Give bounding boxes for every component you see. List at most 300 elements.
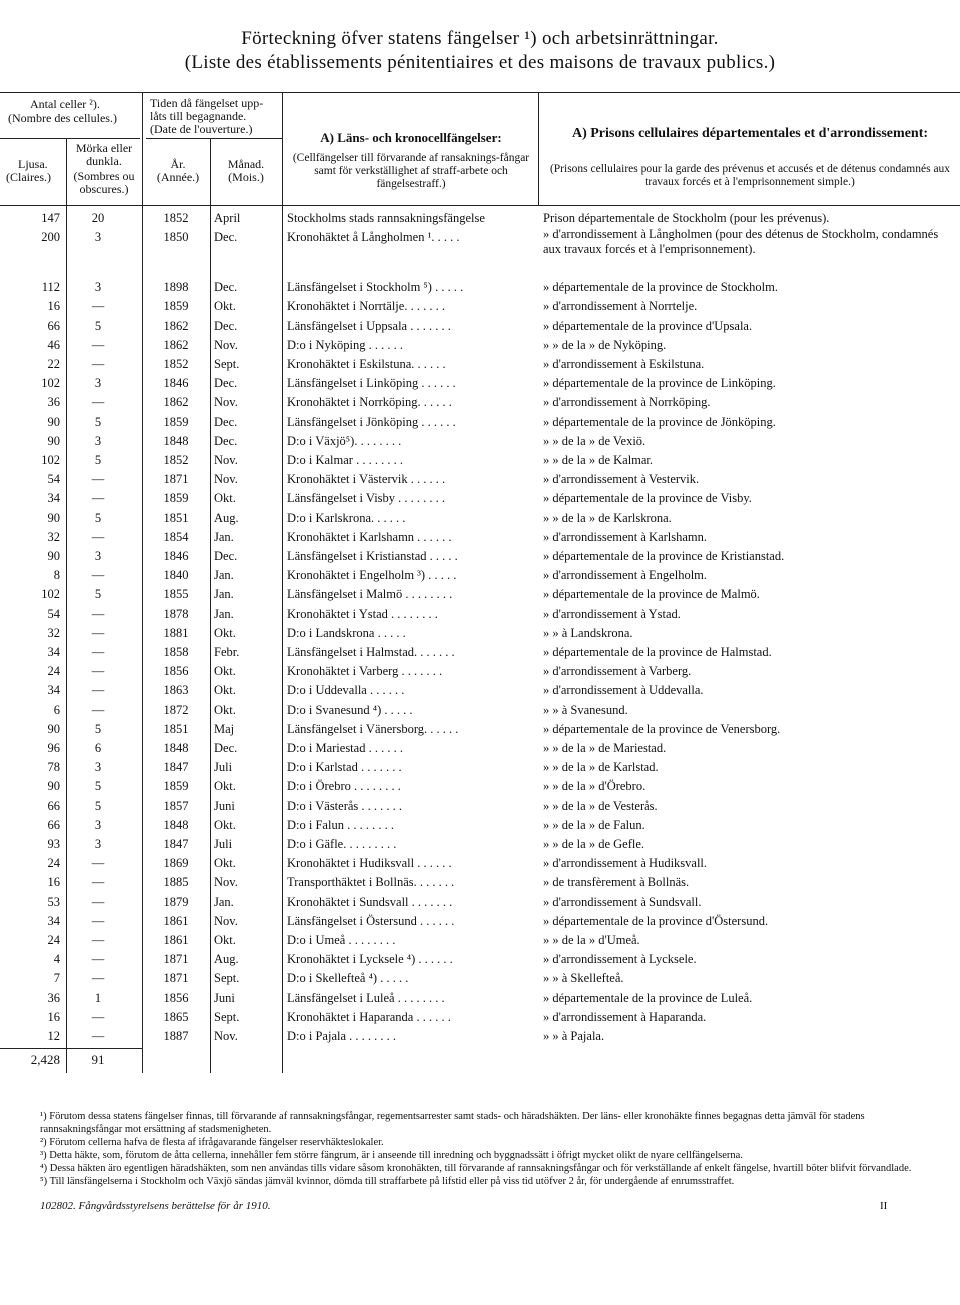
cell-ljusa: 34 xyxy=(47,683,60,698)
cell-french-name: » » de la » de Karlskrona. xyxy=(543,510,672,525)
cell-french-name: » d'arrondissement à Långholmen (pour des détenus de Stockholm, condamnés aux travaux forcés et à l'emprisonnement). xyxy=(543,227,939,257)
cell-french-name: » départementale de la province de Malmö. xyxy=(543,587,760,602)
cell-morka: 3 xyxy=(94,230,102,245)
header-ljusa-fr: (Claires.) xyxy=(6,170,51,184)
cell-morka: — xyxy=(91,664,105,679)
table-row xyxy=(0,488,960,508)
cell-french-name: » » de la » d'Örebro. xyxy=(543,779,646,794)
table-row xyxy=(0,815,960,835)
cell-ljusa: 34 xyxy=(47,913,60,928)
cell-morka: 3 xyxy=(94,549,102,563)
cell-month: Juli xyxy=(214,760,233,775)
cell-month: Dec. xyxy=(214,376,238,391)
table-row xyxy=(0,680,960,700)
cell-swedish-name: Kronohäktet i Haparanda . . . . . . xyxy=(287,1009,451,1024)
table-row xyxy=(0,853,960,873)
footer-citation: 102802. Fångvårdsstyrelsens berättelse för år 1910. xyxy=(40,1200,271,1212)
cell-year: 1846 xyxy=(163,549,189,563)
cell-morka: — xyxy=(91,568,105,583)
table-row xyxy=(0,604,960,624)
title-line-2: (Liste des établissements pénitentiaires et des maisons de travaux publics.) xyxy=(184,52,776,73)
cell-swedish-name: D:o i Kalmar . . . . . . . . xyxy=(287,453,403,467)
header-morka: Mörka eller dunkla. xyxy=(75,141,133,168)
cell-morka: — xyxy=(91,894,105,909)
cell-ljusa: 16 xyxy=(47,299,60,314)
header-antal: Antal celler ²). xyxy=(30,97,100,111)
table-row xyxy=(0,892,960,912)
cell-ljusa: 102 xyxy=(41,587,60,602)
cell-french-name: » » de la » de Nyköping. xyxy=(543,337,667,352)
cell-year: 1869 xyxy=(163,856,189,871)
table-row xyxy=(0,450,960,470)
table-row xyxy=(0,988,960,1008)
header-french-section: A) Prisons cellulaires départementales et d'arrondissement: xyxy=(571,126,929,141)
cell-morka: 1 xyxy=(94,990,102,1005)
cell-swedish-name: D:o i Nyköping . . . . . . xyxy=(287,337,403,352)
cell-swedish-name: Kronohäktet i Ystad . . . . . . . . xyxy=(287,606,438,621)
cell-ljusa: 90 xyxy=(47,549,60,563)
cell-ljusa: 7 xyxy=(53,971,60,986)
table-row xyxy=(0,738,960,758)
cell-month: Maj xyxy=(214,721,235,736)
cell-morka: — xyxy=(91,606,105,621)
cell-swedish-name: Länsfängelset i Vänersborg. . . . . . xyxy=(287,721,459,736)
cell-year: 1898 xyxy=(163,280,189,295)
cell-year: 1861 xyxy=(163,913,189,928)
cell-swedish-name: Kronohäktet i Norrköping. . . . . . xyxy=(287,395,452,410)
cell-month: Jan. xyxy=(214,587,234,602)
cell-year: 1859 xyxy=(163,491,189,506)
header-manad-fr: (Mois.) xyxy=(228,170,264,184)
cell-month: Dec. xyxy=(214,549,238,563)
cell-ljusa: 46 xyxy=(47,337,60,352)
cell-morka: 5 xyxy=(94,414,102,429)
cell-month: Juni xyxy=(214,990,235,1005)
cell-french-name: » d'arrondissement à Haparanda. xyxy=(543,1009,707,1024)
cell-swedish-name: Länsfängelset i Luleå . . . . . . . . xyxy=(287,990,445,1005)
cell-year: 1852 xyxy=(163,453,189,467)
footnote: ⁴) Dessa häkten äro egentligen häradshäkten, som nen användas tills vidare såsom kronohäkten, till förvarande af rannsakningsfångar och för verkställande af enkelt fängelse, hvartill böter blifvit förvandlade. xyxy=(40,1163,912,1174)
header-tiden-2: låts till begagnande. xyxy=(150,109,247,123)
table-row xyxy=(0,208,960,228)
cell-ljusa: 36 xyxy=(47,395,60,410)
cell-month: Okt. xyxy=(214,856,236,871)
cell-month: April xyxy=(214,211,241,225)
cell-french-name: Prison départementale de Stockholm (pour les prévenus). xyxy=(543,211,830,225)
table-row xyxy=(0,277,960,297)
cell-ljusa: 66 xyxy=(47,318,60,333)
cell-swedish-name: D:o i Mariestad . . . . . . xyxy=(287,741,403,755)
cell-french-name: » » de la » d'Umeå. xyxy=(543,933,640,947)
footnote: ¹) Förutom dessa statens fängelser finnas, till förvarande af rannsakningsfångar, regementsarrester samt stads- och häradshäkten. Der läns- eller kronohäkte finnes begagnas detta jämväl för stadens rannsakningsfångar mot ersättning af stadsmenigheten. xyxy=(40,1111,865,1135)
cell-swedish-name: Länsfängelset i Kristianstad . . . . . xyxy=(287,549,458,563)
cell-morka: 3 xyxy=(94,837,102,851)
table-row xyxy=(0,872,960,892)
cell-french-name: » d'arrondissement à Lycksele. xyxy=(543,952,697,967)
cell-month: Okt. xyxy=(214,817,236,832)
cell-month: Nov. xyxy=(214,453,238,467)
cell-morka: 5 xyxy=(94,721,102,736)
table-row xyxy=(0,565,960,585)
cell-morka: — xyxy=(91,357,105,371)
cell-morka: — xyxy=(91,875,105,890)
cell-ljusa: 24 xyxy=(47,856,60,871)
cell-ljusa: 16 xyxy=(47,875,60,890)
cell-year: 1856 xyxy=(163,990,189,1005)
cell-month: Dec. xyxy=(214,414,238,429)
cell-ljusa: 200 xyxy=(41,230,60,245)
cell-french-name: » » de la » de Vexiö. xyxy=(543,433,646,448)
header-swedish-sub: (Cellfängelser till förvarande af ransaknings-fångar samt för verkställighet af straff-arbete och fängelsestraff.) xyxy=(292,152,530,190)
table-row xyxy=(0,642,960,662)
cell-swedish-name: D:o i Falun . . . . . . . . xyxy=(287,817,394,832)
cell-year: 1878 xyxy=(163,606,189,621)
cell-month: Nov. xyxy=(214,913,238,928)
cell-month: Jan. xyxy=(214,606,234,621)
cell-morka: — xyxy=(91,1029,105,1043)
table-row xyxy=(0,546,960,566)
cell-ljusa: 96 xyxy=(47,741,60,755)
cell-ljusa: 147 xyxy=(41,211,60,225)
cell-french-name: » » de la » de Kalmar. xyxy=(543,453,654,467)
cell-french-name: » d'arrondissement à Vestervik. xyxy=(543,472,700,487)
cell-year: 1871 xyxy=(163,472,189,487)
cell-morka: 3 xyxy=(94,433,102,448)
cell-morka: — xyxy=(91,856,105,871)
table-row xyxy=(0,392,960,412)
cell-morka: — xyxy=(91,625,105,640)
header-morka-fr: (Sombres ou obscures.) xyxy=(73,169,135,196)
cell-french-name: » d'arrondissement à Eskilstuna. xyxy=(543,357,705,371)
cell-year: 1857 xyxy=(163,798,189,813)
cell-month: Okt. xyxy=(214,683,236,698)
cell-morka: 5 xyxy=(94,779,102,794)
cell-ljusa: 32 xyxy=(47,625,60,640)
cell-month: Okt. xyxy=(214,664,236,679)
cell-morka: — xyxy=(91,472,105,487)
cell-french-name: » d'arrondissement à Hudiksvall. xyxy=(543,856,708,871)
total-ljusa: 2,428 xyxy=(30,1052,60,1067)
cell-ljusa: 102 xyxy=(41,453,60,467)
cell-swedish-name: D:o i Pajala . . . . . . . . xyxy=(287,1029,397,1043)
cell-ljusa: 90 xyxy=(47,433,60,448)
cell-ljusa: 66 xyxy=(47,817,60,832)
cell-swedish-name: Länsfängelset i Östersund . . . . . . xyxy=(287,913,455,928)
table-row xyxy=(0,227,960,257)
cell-french-name: » » de la » de Karlstad. xyxy=(543,760,659,775)
cell-ljusa: 12 xyxy=(47,1029,60,1043)
cell-year: 1848 xyxy=(163,433,189,448)
footnote: ⁵) Till länsfängelserna i Stockholm och Växjö sändas jämväl kvinnor, dömda till straffarbete på lifstid eller på viss tid utöfver 2 år, för undergående af enrumsstraffet. xyxy=(40,1176,735,1187)
cell-morka: — xyxy=(91,933,105,947)
cell-month: Dec. xyxy=(214,741,238,755)
cell-ljusa: 36 xyxy=(47,990,60,1005)
cell-month: Okt. xyxy=(214,491,236,506)
cell-swedish-name: Länsfängelset i Malmö . . . . . . . . xyxy=(287,587,453,602)
table-row xyxy=(0,431,960,451)
cell-swedish-name: Länsfängelset i Halmstad. . . . . . . xyxy=(287,645,455,659)
cell-morka: 6 xyxy=(94,741,102,755)
cell-year: 1862 xyxy=(163,395,189,410)
cell-month: Dec. xyxy=(214,280,238,295)
cell-year: 1861 xyxy=(163,933,189,947)
cell-french-name: » départementale de la province de Stockholm. xyxy=(543,280,778,295)
cell-ljusa: 24 xyxy=(47,664,60,679)
cell-year: 1872 xyxy=(163,702,189,717)
table-row xyxy=(0,757,960,777)
cell-morka: — xyxy=(91,702,105,717)
cell-morka: 3 xyxy=(94,760,102,775)
cell-year: 1859 xyxy=(163,299,189,314)
total-rule xyxy=(0,1048,142,1049)
cell-french-name: » » à Svanesund. xyxy=(543,702,628,717)
cell-month: Febr. xyxy=(214,645,240,659)
cell-ljusa: 112 xyxy=(41,280,60,295)
cell-ljusa: 93 xyxy=(47,837,60,851)
cell-swedish-name: Kronohäktet i Engelholm ³) . . . . . xyxy=(287,568,457,583)
cell-month: Juni xyxy=(214,798,235,813)
cell-year: 1881 xyxy=(163,625,189,640)
cell-ljusa: 90 xyxy=(47,779,60,794)
cell-morka: — xyxy=(91,913,105,928)
table-row xyxy=(0,296,960,316)
cell-year: 1887 xyxy=(163,1029,189,1043)
cell-french-name: » » de la » de Vesterås. xyxy=(543,798,658,813)
cell-ljusa: 90 xyxy=(47,510,60,525)
cell-french-name: » d'arrondissement à Varberg. xyxy=(543,664,692,679)
cell-morka: — xyxy=(91,491,105,506)
col-rule-5 xyxy=(538,92,539,206)
cell-year: 1863 xyxy=(163,683,189,698)
cell-month: Okt. xyxy=(214,299,236,314)
cell-morka: — xyxy=(91,645,105,659)
table-row xyxy=(0,968,960,988)
cell-french-name: » départementale de la province de Linköping. xyxy=(543,376,776,391)
table-row xyxy=(0,584,960,604)
cell-month: Dec. xyxy=(214,433,238,448)
cell-french-name: » départementale de la province d'Upsala. xyxy=(543,318,753,333)
cell-swedish-name: Kronohäktet i Varberg . . . . . . . xyxy=(287,664,443,679)
cell-ljusa: 54 xyxy=(47,472,60,487)
footnotes xyxy=(40,1110,940,1188)
cell-year: 1840 xyxy=(163,568,189,583)
table-row xyxy=(0,700,960,720)
cell-year: 1862 xyxy=(163,318,189,333)
header-tiden-fr: (Date de l'ouverture.) xyxy=(150,122,253,136)
table-row xyxy=(0,1007,960,1027)
cell-french-name: » » à Landskrona. xyxy=(543,625,633,640)
title-line-1: Förteckning öfver statens fängelser ¹) och arbetsinrättningar. xyxy=(241,28,719,49)
cell-swedish-name: Kronohäktet i Sundsvall . . . . . . . xyxy=(287,894,453,909)
table-row xyxy=(0,623,960,643)
table-row xyxy=(0,373,960,393)
table-row xyxy=(0,834,960,854)
cell-year: 1858 xyxy=(163,645,189,659)
footnote: ³) Detta häkte, som, förutom de åtta cellerna, innehåller fem större fängrum, är i anseende till inredning och byggnadssätt i öfrigt mycket olikt de nyare cellfängelserna. xyxy=(40,1150,743,1161)
table-row xyxy=(0,527,960,547)
cell-swedish-name: D:o i Svanesund ⁴) . . . . . xyxy=(287,702,413,717)
cell-morka: 5 xyxy=(94,798,102,813)
cell-swedish-name: D:o i Skellefteå ⁴) . . . . . xyxy=(287,971,409,986)
cell-month: Nov. xyxy=(214,395,238,410)
cell-swedish-name: D:o i Karlstad . . . . . . . xyxy=(287,760,402,775)
cell-swedish-name: D:o i Gäfle. . . . . . . . . xyxy=(287,837,397,851)
cell-swedish-name: Länsfängelset i Stockholm ⁵) . . . . . xyxy=(287,280,464,295)
cell-french-name: » départementale de la province de Luleå. xyxy=(543,990,753,1005)
cell-morka: — xyxy=(91,529,105,544)
cell-morka: 3 xyxy=(94,280,102,295)
cell-month: Jan. xyxy=(214,529,234,544)
cell-ljusa: 78 xyxy=(47,760,60,775)
cell-year: 1848 xyxy=(163,817,189,832)
cell-year: 1847 xyxy=(163,837,189,851)
cell-swedish-name: D:o i Västerås . . . . . . . xyxy=(287,798,403,813)
table-row xyxy=(0,316,960,336)
table-row xyxy=(0,354,960,374)
cell-ljusa: 34 xyxy=(47,645,60,659)
table-row xyxy=(0,796,960,816)
cell-morka: 5 xyxy=(94,587,102,602)
cell-french-name: » d'arrondissement à Uddevalla. xyxy=(543,683,704,698)
header-ar-fr: (Année.) xyxy=(156,170,200,184)
cell-ljusa: 8 xyxy=(53,568,60,583)
cell-french-name: » d'arrondissement à Norrtelje. xyxy=(543,299,698,314)
cell-year: 1859 xyxy=(163,414,189,429)
cell-morka: 3 xyxy=(94,376,102,391)
cell-year: 1852 xyxy=(163,211,189,225)
cell-month: Sept. xyxy=(214,971,240,986)
cell-ljusa: 54 xyxy=(47,606,60,621)
cell-swedish-name: Kronohäktet å Långholmen ¹. . . . . xyxy=(287,230,460,245)
cell-morka: — xyxy=(91,395,105,410)
cell-month: Okt. xyxy=(214,702,236,717)
cell-french-name: » départementale de la province de Venersborg. xyxy=(543,721,781,736)
table-row xyxy=(0,930,960,950)
cell-morka: — xyxy=(91,337,105,352)
footnote: ²) Förutom cellerna hafva de flesta af ifrågavarande fängelser reservhäkteslokaler. xyxy=(40,1137,384,1148)
table-row xyxy=(0,335,960,355)
header-antal-fr: (Nombre des cellules.) xyxy=(8,111,117,125)
antal-sub-rule xyxy=(0,138,140,139)
cell-month: Juli xyxy=(214,837,233,851)
cell-ljusa: 90 xyxy=(47,414,60,429)
cell-swedish-name: Länsfängelset i Visby . . . . . . . . xyxy=(287,491,446,506)
cell-month: Nov. xyxy=(214,1029,238,1043)
cell-swedish-name: Kronohäktet i Hudiksvall . . . . . . xyxy=(287,856,452,871)
cell-year: 1859 xyxy=(163,779,189,794)
header-tiden: Tiden då fängelset upp- xyxy=(150,96,264,110)
header-ar: År. xyxy=(170,157,186,171)
cell-swedish-name: Transporthäktet i Bollnäs. . . . . . . xyxy=(287,875,455,890)
cell-french-name: » départementale de la province de Kristianstad. xyxy=(543,549,785,563)
cell-month: Okt. xyxy=(214,933,236,947)
cell-morka: 20 xyxy=(91,211,105,225)
cell-ljusa: 32 xyxy=(47,529,60,544)
cell-year: 1851 xyxy=(163,510,189,525)
header-manad: Månad. xyxy=(227,157,265,171)
cell-month: Jan. xyxy=(214,894,234,909)
cell-swedish-name: D:o i Uddevalla . . . . . . xyxy=(287,683,405,698)
cell-month: Nov. xyxy=(214,472,238,487)
cell-month: Dec. xyxy=(214,230,238,245)
table-row xyxy=(0,508,960,528)
cell-french-name: » d'arrondissement à Ystad. xyxy=(543,606,681,621)
cell-french-name: » » de la » de Mariestad. xyxy=(543,741,667,755)
cell-ljusa: 53 xyxy=(47,894,60,909)
cell-swedish-name: D:o i Växjö⁵). . . . . . . . xyxy=(287,433,402,448)
cell-french-name: » d'arrondissement à Karlshamn. xyxy=(543,529,708,544)
cell-french-name: » départementale de la province d'Östersund. xyxy=(543,913,769,928)
header-french-sub: (Prisons cellulaires pour la garde des prévenus et accusés et de détenus condamnés aux travaux forcés et à l'emprisonnement simple.) xyxy=(549,163,951,188)
cell-year: 1848 xyxy=(163,741,189,755)
cell-year: 1846 xyxy=(163,376,189,391)
cell-ljusa: 4 xyxy=(53,952,60,967)
cell-year: 1871 xyxy=(163,952,189,967)
header-top-rule xyxy=(0,92,960,93)
cell-morka: 5 xyxy=(94,318,102,333)
cell-morka: — xyxy=(91,971,105,986)
cell-swedish-name: Kronohäktet i Karlshamn . . . . . . xyxy=(287,529,452,544)
cell-ljusa: 102 xyxy=(41,376,60,391)
cell-french-name: » » de la » de Falun. xyxy=(543,817,645,832)
cell-swedish-name: Stockholms stads rannsakningsfängelse xyxy=(287,211,485,225)
cell-year: 1862 xyxy=(163,337,189,352)
cell-year: 1852 xyxy=(163,357,189,371)
cell-french-name: » » à Pajala. xyxy=(543,1029,605,1043)
cell-swedish-name: D:o i Örebro . . . . . . . . xyxy=(287,779,401,794)
cell-ljusa: 34 xyxy=(47,491,60,506)
cell-french-name: » d'arrondissement à Engelholm. xyxy=(543,568,708,583)
cell-month: Jan. xyxy=(214,568,234,583)
cell-swedish-name: Kronohäktet i Norrtälje. . . . . . . xyxy=(287,299,445,314)
cell-year: 1885 xyxy=(163,875,189,890)
cell-swedish-name: D:o i Landskrona . . . . . xyxy=(287,625,406,640)
cell-year: 1851 xyxy=(163,721,189,736)
cell-french-name: » d'arrondissement à Sundsvall. xyxy=(543,894,702,909)
cell-month: Dec. xyxy=(214,318,238,333)
cell-month: Nov. xyxy=(214,337,238,352)
cell-morka: 5 xyxy=(94,453,102,467)
cell-morka: — xyxy=(91,952,105,967)
cell-swedish-name: Länsfängelset i Jönköping . . . . . . xyxy=(287,414,456,429)
cell-french-name: » départementale de la province de Halmstad. xyxy=(543,645,772,659)
page-number: II xyxy=(880,1200,888,1212)
cell-year: 1871 xyxy=(163,971,189,986)
cell-year: 1855 xyxy=(163,587,189,602)
cell-swedish-name: Kronohäktet i Eskilstuna. . . . . . xyxy=(287,357,446,371)
header-bottom-rule xyxy=(0,205,960,206)
cell-morka: 5 xyxy=(94,510,102,525)
cell-swedish-name: D:o i Umeå . . . . . . . . xyxy=(287,933,396,947)
table-row xyxy=(0,412,960,432)
table-row xyxy=(0,719,960,739)
cell-month: Aug. xyxy=(214,510,239,525)
table-row xyxy=(0,911,960,931)
cell-swedish-name: Länsfängelset i Uppsala . . . . . . . xyxy=(287,318,451,333)
table-row xyxy=(0,776,960,796)
cell-swedish-name: D:o i Karlskrona. . . . . . xyxy=(287,510,406,525)
cell-ljusa: 24 xyxy=(47,933,60,947)
cell-year: 1865 xyxy=(163,1009,189,1024)
cell-morka: — xyxy=(91,683,105,698)
cell-month: Sept. xyxy=(214,1009,240,1024)
header-ljusa: Ljusa. xyxy=(18,157,48,171)
cell-morka: — xyxy=(91,1009,105,1024)
cell-ljusa: 66 xyxy=(47,798,60,813)
cell-swedish-name: Kronohäktet i Lycksele ⁴) . . . . . . xyxy=(287,952,453,967)
cell-french-name: » » de la » de Gefle. xyxy=(543,837,645,851)
cell-morka: — xyxy=(91,299,105,314)
